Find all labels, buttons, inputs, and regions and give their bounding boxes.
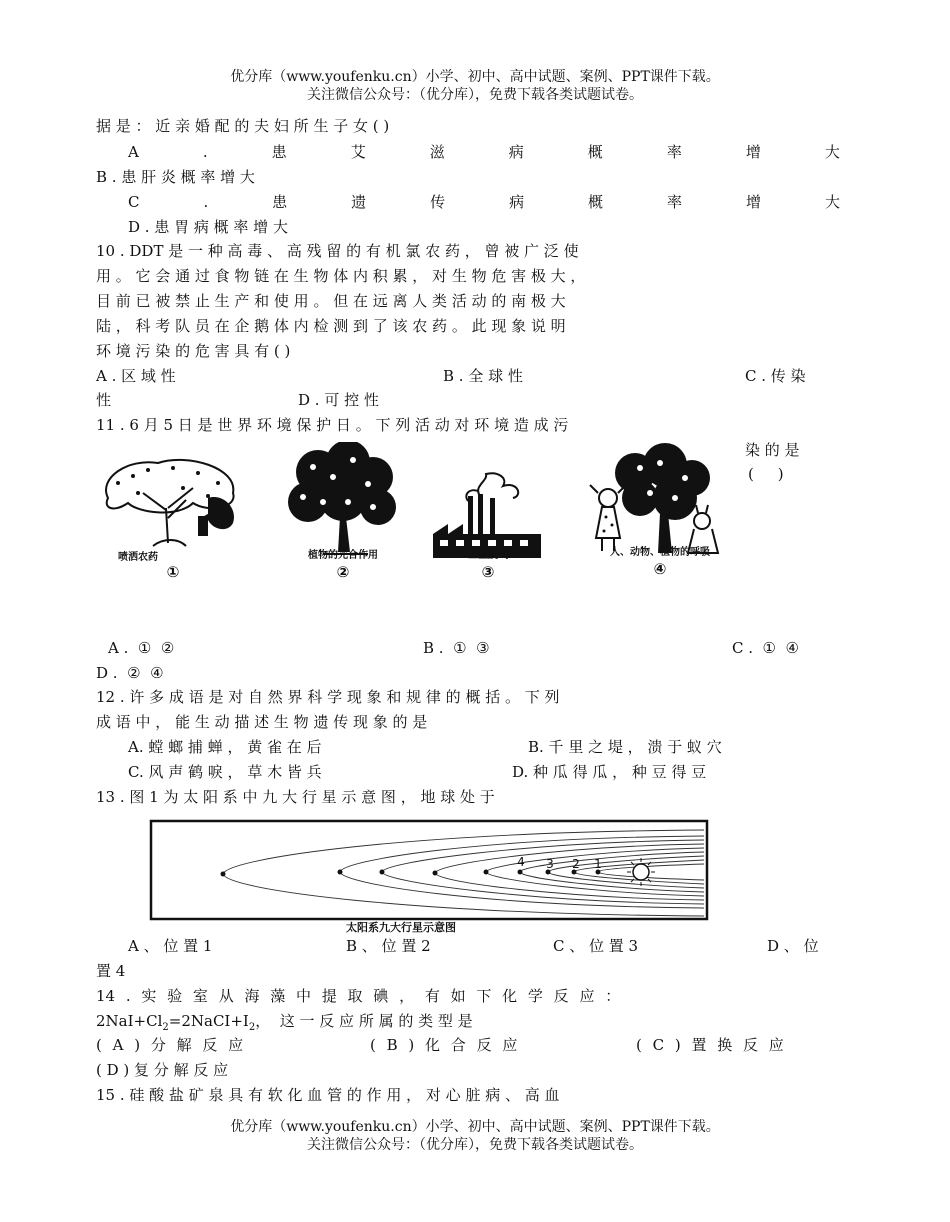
sun-icon — [633, 864, 649, 880]
q12-option-d: D. 种 瓜 得 瓜 ， 种 豆 得 豆 — [512, 763, 707, 781]
q13-option-d-continuation: 置 4 — [96, 962, 126, 980]
equation: =2NaCI+I — [168, 1012, 249, 1030]
pesticide-spray-tree-icon — [98, 448, 248, 583]
q10-line3: 目 前 已 被 禁 止 生 产 和 使 用 。 但 在 远 离 人 类 活 动 的 南 极 大 — [96, 292, 566, 310]
option-char: 增 — [745, 193, 761, 211]
figure-caption: 喷洒农药 — [118, 552, 158, 563]
q11-answer-blank: ( ) — [748, 465, 784, 483]
option-char: 增 — [745, 143, 761, 161]
subscript: 2 — [162, 1022, 169, 1033]
figure-caption: 人、动物、植物的呼吸 — [610, 547, 710, 558]
q13-option-b: B 、 位 置 2 — [346, 937, 431, 955]
q13-option-c: C 、 位 置 3 — [553, 937, 639, 955]
equation: 2NaI+Cl — [96, 1012, 163, 1030]
q9-stem-continuation: 据 是 ： 近 亲 婚 配 的 夫 妇 所 生 子 女 ( ) — [96, 117, 390, 135]
q10-option-d: D . 可 控 性 — [298, 391, 379, 409]
orbit-label: 1 — [594, 857, 602, 871]
figure-number: ④ — [653, 560, 667, 578]
option-char: 概 — [587, 143, 603, 161]
figure-number: ③ — [481, 563, 495, 581]
orbit-label: 4 — [517, 855, 525, 869]
q11-option-c: C . ① ④ — [732, 639, 799, 657]
q9-option-c — [128, 191, 840, 213]
q14-option-c: ( C ) 置 换 反 应 — [636, 1036, 784, 1054]
option-char: 艾 — [350, 143, 366, 161]
q10-option-b: B . 全 球 性 — [443, 367, 523, 385]
q11-line2: 染 的 是 — [745, 441, 800, 459]
option-char: 患 — [272, 193, 288, 211]
option-char: 率 — [667, 193, 683, 211]
figure-caption: 太阳系九大行星示意图 — [346, 921, 456, 934]
q13-line1: 13 . 图 1 为 太 阳 系 中 九 大 行 星 示 意 图 ， 地 球 处 于 — [96, 788, 495, 806]
figure-caption: 植物的光合作用 — [308, 550, 378, 561]
option-char: 大 — [824, 193, 840, 211]
option-char: 滋 — [429, 143, 445, 161]
q12-option-a: A. 螳 螂 捕 蝉 ， 黄 雀 在 后 — [128, 738, 322, 756]
people-animals-tree-icon — [580, 443, 740, 583]
page-footer-line1: 优分库（www.youfenku.cn）小学、初中、高中试题、案例、PPT课件下载。 — [230, 1119, 720, 1135]
q10-option-c-continuation: 性 — [96, 391, 112, 409]
option-char: 概 — [588, 193, 604, 211]
page-header-line2: 关注微信公众号：（优分库），免费下载各类试题试卷。 — [307, 87, 643, 103]
figure-number: ① — [166, 563, 180, 581]
figure-caption: 工业废气 — [468, 550, 508, 561]
option-char: 遗 — [351, 193, 367, 211]
q14-line1: 14 . 实 验 室 从 海 藻 中 提 取 碘 ， 有 如 下 化 学 反 应 ： — [96, 987, 621, 1005]
orbit-label: 3 — [546, 857, 554, 871]
option-char: 病 — [508, 143, 524, 161]
q9-option-d: D . 患 胃 病 概 率 增 大 — [128, 218, 288, 236]
q12-option-c: C. 风 声 鹤 唳 ， 草 木 皆 兵 — [128, 763, 322, 781]
option-letter: A — [128, 143, 139, 161]
option-char: 大 — [824, 143, 840, 161]
option-letter: C — [128, 193, 140, 211]
q13-option-d: D 、 位 — [767, 937, 819, 955]
q11-option-a: A . ① ② — [108, 639, 175, 657]
figure-number: ② — [336, 563, 350, 581]
solar-system-diagram — [148, 818, 710, 936]
q14-option-d: ( D ) 复 分 解 反 应 — [96, 1061, 229, 1079]
q9-option-a — [128, 141, 840, 163]
q10-line1: 10 . DDT 是 一 种 高 毒 、 高 残 留 的 有 机 氯 农 药 ， 曾 被 广 泛 使 — [96, 242, 579, 260]
q11-line1: 11 . 6 月 5 日 是 世 界 环 境 保 护 日 。 下 列 活 动 对 环 境 造 成 污 — [96, 416, 569, 434]
q11-option-b: B . ① ③ — [423, 639, 490, 657]
q12-option-b: B. 千 里 之 堤 ， 溃 于 蚁 穴 — [528, 738, 722, 756]
q11-option-d: D . ② ④ — [96, 664, 164, 682]
photosynthesis-tree-icon — [278, 442, 408, 582]
q13-option-a: A 、 位 置 1 — [128, 937, 213, 955]
q10-option-a: A . 区 域 性 — [96, 367, 176, 385]
q10-line5: 环 境 污 染 的 危 害 具 有 ( ) — [96, 342, 291, 360]
orbit-label: 2 — [572, 857, 580, 871]
q10-line2: 用 。 它 会 通 过 食 物 链 在 生 物 体 内 积 累 ， 对 生 物 危 害 极 大 ， — [96, 267, 586, 285]
q15-line1: 15 . 硅 酸 盐 矿 泉 具 有 软 化 血 管 的 作 用 ， 对 心 脏 病 、 高 血 — [96, 1086, 560, 1104]
option-char: 传 — [430, 193, 446, 211]
question-text: ， 这 一 反 应 所 属 的 类 型 是 — [255, 1012, 473, 1030]
option-dot: . — [203, 193, 209, 211]
option-char: 病 — [509, 193, 525, 211]
q9-option-b: B . 患 肝 炎 概 率 增 大 — [96, 168, 255, 186]
q14-option-b: ( B ) 化 合 反 应 — [370, 1036, 518, 1054]
q10-line4: 陆 ， 科 考 队 员 在 企 鹅 体 内 检 测 到 了 该 农 药 。 此 现 象 说 明 — [96, 317, 566, 335]
subscript: 2 — [248, 1022, 256, 1033]
option-dot: . — [202, 143, 208, 161]
factory-smoke-icon — [428, 466, 548, 582]
q12-line2: 成 语 中 ， 能 生 动 描 述 生 物 遗 传 现 象 的 是 — [96, 713, 428, 731]
q14-option-a: ( A ) 分 解 反 应 — [96, 1036, 244, 1054]
option-char: 患 — [271, 143, 287, 161]
option-char: 率 — [666, 143, 682, 161]
q12-line1: 12 . 许 多 成 语 是 对 自 然 界 科 学 现 象 和 规 律 的 概 括 。 下 列 — [96, 688, 560, 706]
page-footer-line2: 关注微信公众号：（优分库），免费下载各类试题试卷。 — [307, 1137, 643, 1153]
page-header-line1: 优分库（www.youfenku.cn）小学、初中、高中试题、案例、PPT课件下载。 — [230, 69, 720, 85]
q10-option-c: C . 传 染 — [745, 367, 806, 385]
